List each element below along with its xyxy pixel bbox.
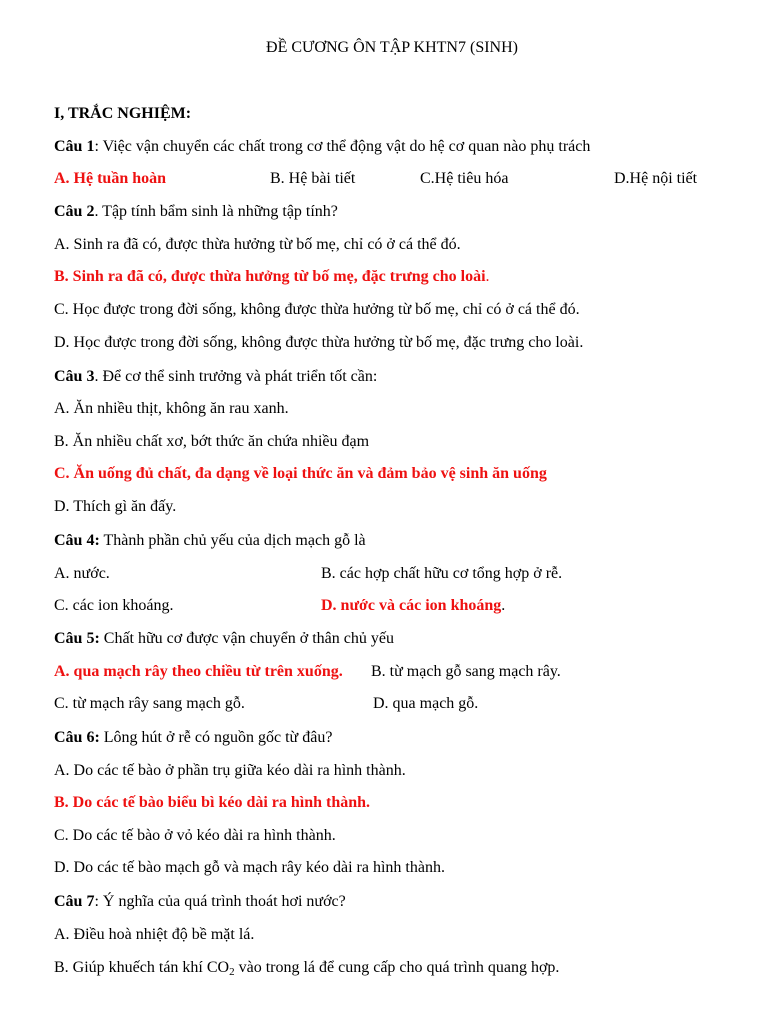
q7-option-a: A. Điều hoà nhiệt độ bề mặt lá. — [54, 926, 255, 943]
question-6: Câu 6: Lông hút ở rễ có nguồn gốc từ đâu? — [54, 729, 333, 746]
section-heading: I, TRẮC NGHIỆM: — [54, 105, 192, 122]
q2-option-a: A. Sinh ra đã có, được thừa hưởng từ bố mẹ, chỉ có ở cá thể đó. — [54, 236, 461, 253]
q2-option-d: D. Học được trong đời sống, không được thừa hưởng từ bố mẹ, đặc trưng cho loài. — [54, 334, 584, 351]
question-3: Câu 3. Để cơ thể sinh trưởng và phát triển tốt cần: — [54, 368, 378, 385]
document-title: ĐỀ CƯƠNG ÔN TẬP KHTN7 (SINH) — [266, 39, 518, 56]
q6-option-d: D. Do các tế bào mạch gỗ và mạch rây kéo dài ra hình thành. — [54, 859, 445, 876]
q3-option-c: C. Ăn uống đủ chất, đa dạng về loại thức ăn và đảm bảo vệ sinh ăn uống — [54, 465, 547, 482]
q5-option-d: D. qua mạch gỗ. — [373, 695, 479, 712]
q6-option-a: A. Do các tế bào ở phần trụ giữa kéo dài ra hình thành. — [54, 762, 406, 779]
q1-option-b: B. Hệ bài tiết — [270, 170, 356, 187]
question-1: Câu 1: Việc vận chuyển các chất trong cơ thể động vật do hệ cơ quan nào phụ trách — [54, 138, 591, 155]
question-2: Câu 2. Tập tính bẩm sinh là những tập tính? — [54, 203, 338, 220]
q5-option-a: A. qua mạch rây theo chiều từ trên xuống. — [54, 663, 343, 680]
q4-option-a: A. nước. — [54, 565, 110, 582]
q1-option-a: A. Hệ tuần hoàn — [54, 170, 167, 187]
question-5: Câu 5: Chất hữu cơ được vận chuyển ở thân chủ yếu — [54, 630, 394, 647]
q1-option-d: D.Hệ nội tiết — [614, 170, 698, 187]
q2-option-c: C. Học được trong đời sống, không được thừa hưởng từ bố mẹ, chỉ có ở cá thể đó. — [54, 301, 580, 318]
question-7: Câu 7: Ý nghĩa của quá trình thoát hơi nước? — [54, 893, 346, 910]
q4-option-b: B. các hợp chất hữu cơ tổng hợp ở rễ. — [321, 565, 563, 582]
q7-option-b: B. Giúp khuếch tán khí $CO_2$ vào trong lá để cung cấp cho quá trình quang hợp. — [54, 959, 560, 978]
q5-option-c: C. từ mạch rây sang mạch gỗ. — [54, 695, 245, 712]
q6-option-c: C. Do các tế bào ở vỏ kéo dài ra hình thành. — [54, 827, 336, 844]
q3-option-d: D. Thích gì ăn đấy. — [54, 498, 177, 515]
q4-option-d: D. nước và các ion khoáng. — [321, 597, 506, 614]
q3-option-a: A. Ăn nhiều thịt, không ăn rau xanh. — [54, 400, 289, 417]
q1-option-c: C.Hệ tiêu hóa — [420, 170, 509, 187]
q3-option-b: B. Ăn nhiều chất xơ, bớt thức ăn chứa nhiều đạm — [54, 433, 370, 450]
q5-option-b: B. từ mạch gỗ sang mạch rây. — [371, 663, 561, 680]
question-4: Câu 4: Thành phần chủ yếu của dịch mạch gỗ là — [54, 532, 366, 549]
q2-option-b: B. Sinh ra đã có, được thừa hưởng từ bố mẹ, đặc trưng cho loài. — [54, 268, 490, 285]
q4-option-c: C. các ion khoáng. — [54, 597, 174, 614]
q6-option-b: B. Do các tế bào biểu bì kéo dài ra hình thành. — [54, 794, 371, 811]
